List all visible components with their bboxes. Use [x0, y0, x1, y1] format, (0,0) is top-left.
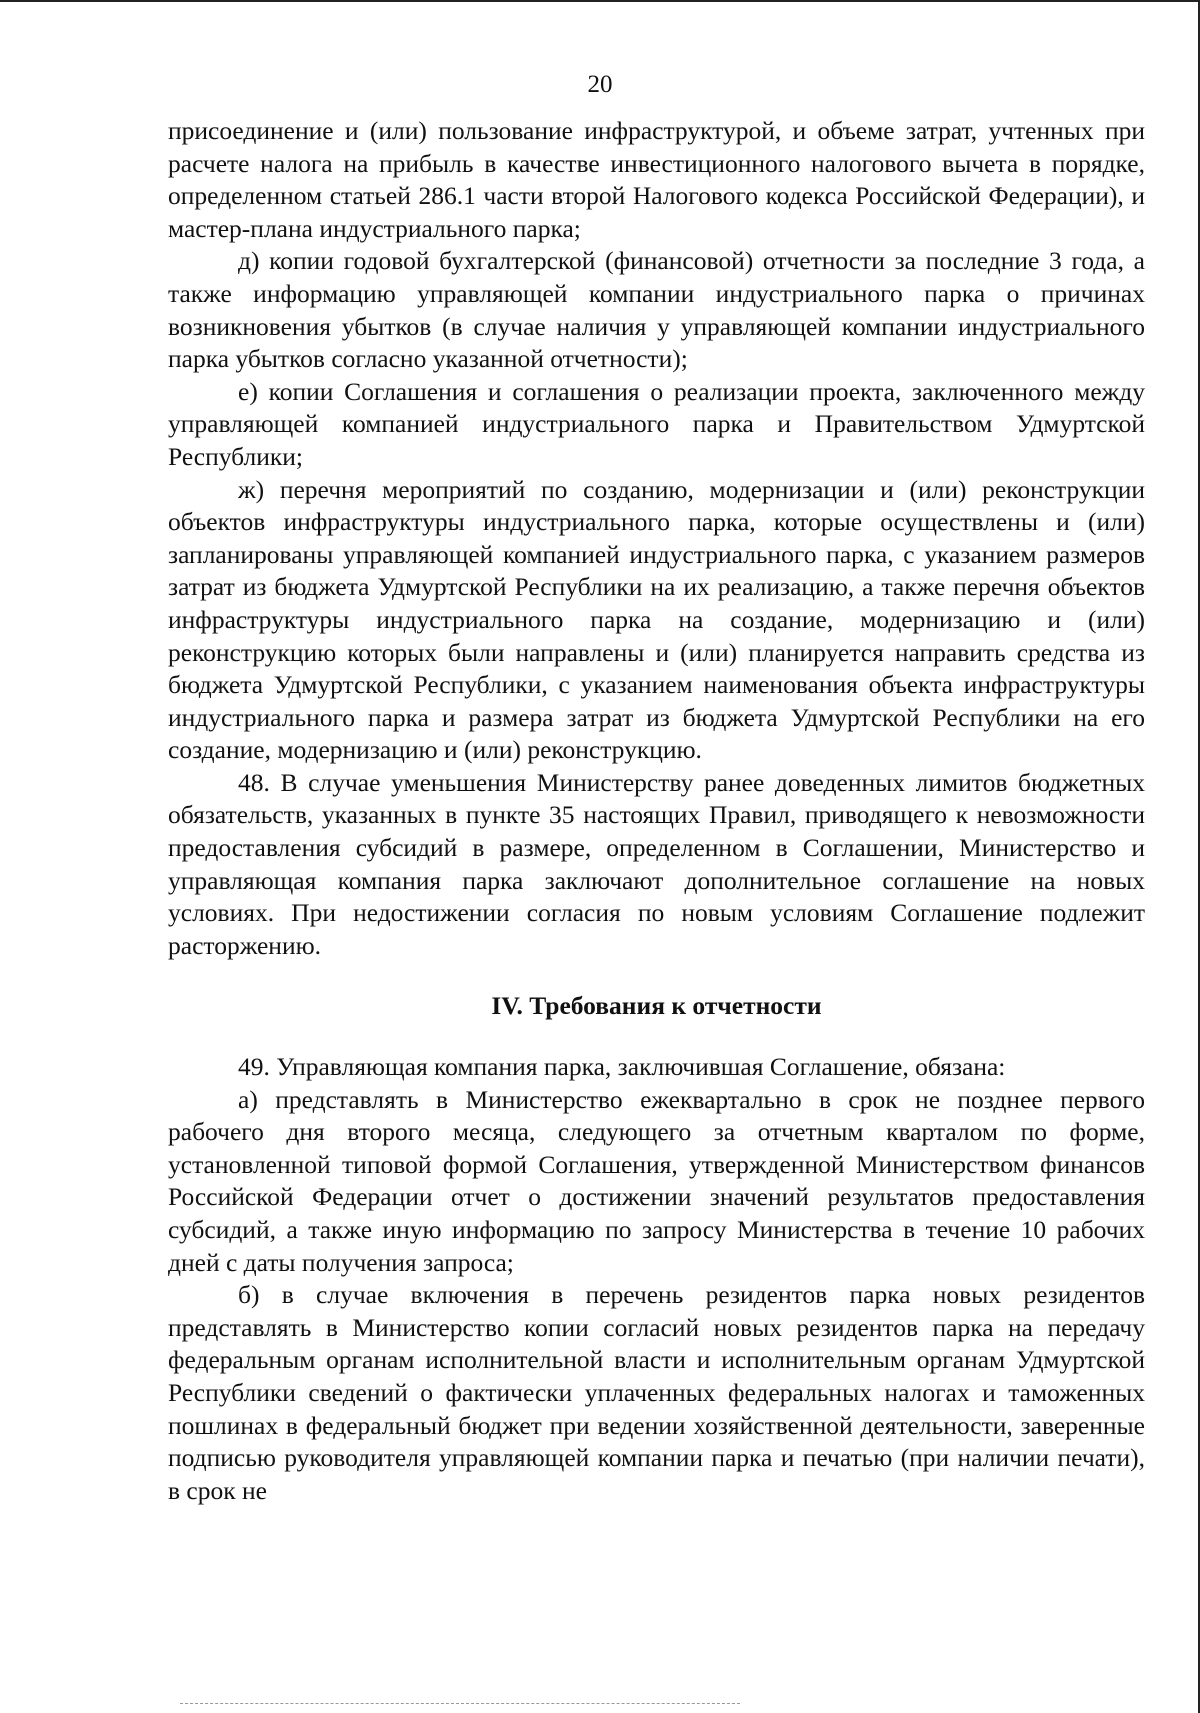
paragraph-item-b: б) в случае включения в перечень резидентов парка новых резидентов представлять в Министерство копии согласий новых резидентов парка на передачу федеральным органам исполнительной власти и исполнительным органам Удмуртской Республики сведений о фактически уплаченных федеральных налогах и таможенных пошлинах в федеральный бюджет при ведении хозяйственной деятельности, заверенные подписью руководителя управляющей компании парка и печатью (при наличии печати), в срок не	[168, 1280, 1145, 1505]
paragraph-continuation: присоединение и (или) пользование инфраструктурой, и объеме затрат, учтенных при расчете налога на прибыль в качестве инвестиционного налогового вычета в порядке, определенном статьей 286.1 части второй Налогового кодекса Российской Федерации), и мастер-плана индустриального парка;	[168, 116, 1145, 243]
document-body	[168, 115, 1145, 1507]
paragraph-49: 49. Управляющая компания парка, заключившая Соглашение, обязана:	[238, 1052, 1006, 1082]
footer-rule	[180, 1703, 740, 1704]
page-edge-top	[0, 0, 1200, 2]
paragraph-48: 48. В случае уменьшения Министерству ранее доведенных лимитов бюджетных обязательств, указанных в пункте 35 настоящих Правил, приводящего к невозможности предоставления субсидий в размере, определенном в Соглашении, Министерство и управляющая компания парка заключают дополнительное соглашение на новых условиях. При недостижении согласия по новым условиям Соглашение подлежит расторжению.	[168, 767, 1145, 960]
section-heading: IV. Требования к отчетности	[491, 991, 822, 1021]
paragraph-item-e: е) копии Соглашения и соглашения о реализации проекта, заключенного между управляющей компанией индустриального парка и Правительством Удмуртской Республики;	[168, 376, 1145, 471]
paragraph-item-zh: ж) перечня мероприятий по созданию, модернизации и (или) реконструкции объектов инфраструктуры индустриального парка, которые осуществлены и (или) запланированы управляющей компанией индустриального парка, с указанием размеров затрат из бюджета Удмуртской Республики на их реализацию, а также перечня объектов инфраструктуры индустриального парка на создание, модернизацию и (или) реконструкцию которых были направлены и (или) планируется направить средства из бюджета Удмуртской Республики, с указанием наименования объекта инфраструктуры индустриального парка и размера затрат из бюджета Удмуртской Республики на его создание, модернизацию и (или) реконструкцию.	[168, 474, 1145, 765]
paragraph-item-d: д) копии годовой бухгалтерской (финансовой) отчетности за последние 3 года, а также информацию управляющей компании индустриального парка о причинах возникновения убытков (в случае наличия у управляющей компании индустриального парка убытков согласно указанной отчетности);	[168, 246, 1145, 374]
page-number: 20	[587, 71, 613, 98]
paragraph-item-a: а) представлять в Министерство ежеквартально в срок не позднее первого рабочего дня второго месяца, следующего за отчетным кварталом по форме, установленной типовой формой Соглашения, утвержденной Министерством финансов Российской Федерации отчет о достижении значений результатов предоставления субсидий, а также иную информацию по запросу Министерства в течение 10 рабочих дней с даты получения запроса;	[168, 1084, 1145, 1277]
